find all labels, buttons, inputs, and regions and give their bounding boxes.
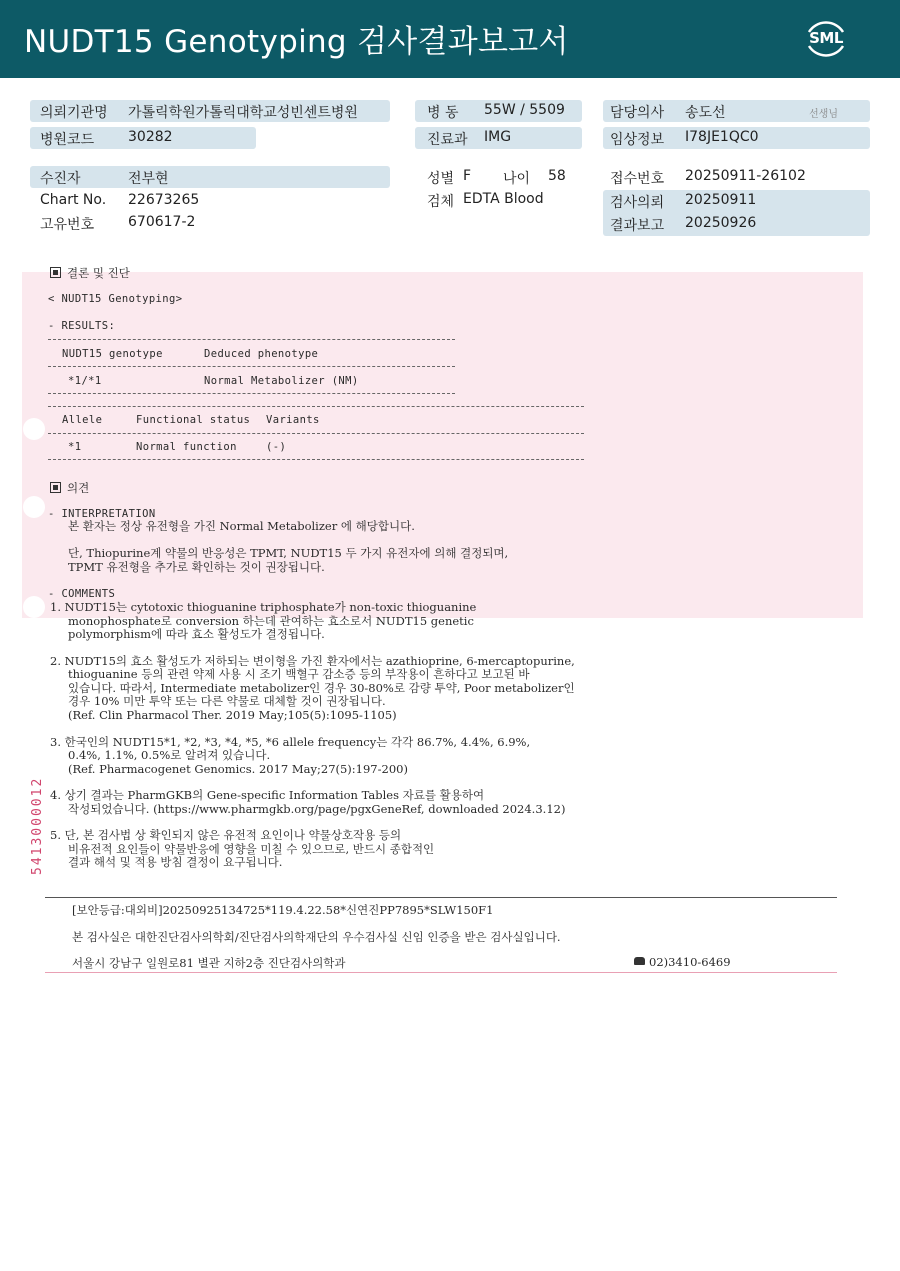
result-value: 20250926 [685, 215, 757, 231]
col-genotype: NUDT15 genotype [62, 348, 163, 360]
phenotype-value: Normal Metabolizer (NM) [204, 375, 359, 387]
comments-label: - COMMENTS [48, 588, 116, 600]
dept-label: 진료과 [427, 132, 468, 148]
dates-field [603, 190, 870, 236]
phone-line: 02)3410-6469 [634, 955, 731, 969]
age-value: 58 [548, 168, 566, 184]
specimen-value: EDTA Blood [463, 191, 544, 207]
institution-label: 의뢰기관명 [40, 105, 108, 121]
receipt-field [603, 166, 870, 188]
variants-value: (-) [266, 441, 287, 453]
phone-icon [634, 957, 645, 965]
status-value: Normal function [136, 441, 237, 453]
chart-label: Chart No. [40, 192, 107, 208]
section-opinion-title: 의견 [50, 481, 89, 496]
logo-text: SML [809, 29, 843, 47]
comment-line: 4. 상기 결과는 PharmGKB의 Gene-specific Information Tables 자료를 활용하여 [50, 788, 485, 802]
comment-line: 경우 10% 미만 투약 또는 다른 약물로 대체할 것이 권장됩니다. [68, 694, 386, 708]
punch-hole [23, 496, 45, 518]
divider [48, 339, 455, 340]
clinical-value: I78JE1QC0 [685, 129, 759, 145]
col-status: Functional status [136, 414, 251, 426]
dept-field [415, 127, 582, 149]
specimen-label: 검체 [427, 194, 455, 210]
address-line: 서울시 강남구 일원로81 별관 지하2층 진단검사의학과 [72, 956, 346, 970]
comment-line: 2. NUDT15의 효소 활성도가 저하되는 변이형을 가진 환자에서는 azathioprine, 6-mercaptopurine, [50, 654, 575, 668]
punch-hole [23, 418, 45, 440]
divider [48, 406, 584, 407]
sex-age-field [415, 166, 585, 188]
ward-field [415, 100, 582, 122]
divider [48, 393, 455, 394]
id-value: 670617-2 [128, 214, 196, 230]
chart-field [30, 190, 390, 212]
doctor-value: 송도선 [685, 105, 726, 121]
institution-value: 가톨릭학원가톨릭대학교성빈센트병원 [128, 105, 358, 121]
clinical-field [603, 127, 870, 149]
ward-value: 55W / 5509 [484, 102, 565, 118]
divider [48, 366, 455, 367]
comment-line: 있습니다. 따라서, Intermediate metabolizer인 경우 30-80%로 감량 투약, Poor metabolizer인 [68, 681, 575, 695]
interpretation-line: 단, Thiopurine계 약물의 반응성은 TPMT, NUDT15 두 가지 유전자에 의해 결정되며, [68, 546, 509, 560]
clinical-label: 임상정보 [610, 132, 665, 148]
comment-line: 1. NUDT15는 cytotoxic thioguanine triphosphate가 non-toxic thioguanine [50, 600, 477, 614]
test-name: < NUDT15 Genotyping> [48, 293, 183, 305]
comment-line: 3. 한국인의 NUDT15*1, *2, *3, *4, *5, *6 allele frequency는 각각 86.7%, 4.4%, 6.9%, [50, 735, 531, 749]
institution-field [30, 100, 390, 122]
patient-label: 수진자 [40, 171, 81, 187]
hospital-code-field [30, 127, 256, 149]
comment-line: 5. 단, 본 검사법 상 확인되지 않은 유전적 요인이나 약물상호작용 등의 [50, 828, 402, 842]
doctor-suffix: 선생님 [809, 109, 838, 120]
footer-divider [45, 972, 837, 973]
allele-value: *1 [68, 441, 82, 453]
doctor-label: 담당의사 [610, 105, 665, 121]
doctor-field [603, 100, 870, 122]
comment-line: monophosphate로 conversion 하는데 관여하는 효소로서 NUDT15 genetic [68, 614, 474, 628]
col-variants: Variants [266, 414, 320, 426]
divider [48, 459, 584, 460]
interpretation-line: TPMT 유전형을 추가로 확인하는 것이 권장됩니다. [68, 560, 325, 574]
comment-line: 비유전적 요인들이 약물반응에 영향을 미칠 수 있으므로, 반드시 종합적인 [68, 842, 435, 856]
sml-logo [801, 14, 851, 64]
interpretation-line: 본 환자는 정상 유전형을 가진 Normal Metabolizer 에 해당합니다. [68, 519, 415, 533]
results-label: - RESULTS: [48, 320, 116, 332]
id-label: 고유번호 [40, 217, 95, 233]
comment-line: 0.4%, 1.1%, 0.5%로 알려져 있습니다. [68, 748, 271, 762]
col-allele: Allele [62, 414, 103, 426]
comment-line: thioguanine 등의 관련 약제 사용 시 조기 백혈구 감소증 등의 부작용이 흔하다고 보고된 바 [68, 667, 530, 681]
section-conclusion-title: 결론 및 진단 [50, 266, 130, 281]
comment-line: polymorphism에 따라 효소 활성도가 결정됩니다. [68, 627, 325, 641]
comment-line: 결과 해석 및 적용 방침 결정이 요구됩니다. [68, 855, 283, 869]
comment-line: (Ref. Pharmacogenet Genomics. 2017 May;27(5):197-200) [68, 762, 408, 776]
col-phenotype: Deduced phenotype [204, 348, 319, 360]
side-barcode-text: 5413000012 [30, 776, 45, 875]
specimen-field [415, 189, 585, 211]
hospital-code-value: 30282 [128, 129, 173, 145]
report-title: NUDT15 Genotyping 검사결과보고서 [24, 24, 569, 60]
receipt-label: 접수번호 [610, 171, 665, 187]
request-value: 20250911 [685, 192, 757, 208]
security-line: [보안등급:대외비]20250925134725*119.4.22.58*신연진PP7895*SLW150F1 [72, 903, 494, 917]
footer-divider [45, 897, 837, 898]
sex-label: 성별 [427, 171, 455, 187]
request-label: 검사의뢰 [610, 195, 665, 211]
age-label: 나이 [503, 171, 531, 187]
id-field [30, 212, 390, 234]
patient-value: 전부현 [128, 171, 169, 187]
certification-line: 본 검사실은 대한진단검사의학회/진단검사의학재단의 우수검사실 신임 인증을 받은 검사실입니다. [72, 930, 561, 944]
genotype-value: *1/*1 [68, 375, 102, 387]
report-header [0, 0, 900, 78]
interpretation-label: - INTERPRETATION [48, 508, 156, 520]
hospital-code-label: 병원코드 [40, 132, 95, 148]
comment-line: 작성되었습니다. (https://www.pharmgkb.org/page/pgxGeneRef, downloaded 2024.3.12) [68, 802, 566, 816]
patient-field [30, 166, 390, 188]
receipt-value: 20250911-26102 [685, 168, 806, 184]
comment-line: (Ref. Clin Pharmacol Ther. 2019 May;105(5):1095-1105) [68, 708, 397, 722]
result-label: 결과보고 [610, 218, 665, 234]
dept-value: IMG [484, 129, 512, 145]
ward-label: 병 동 [427, 105, 459, 121]
punch-hole [23, 596, 45, 618]
divider [48, 433, 584, 434]
square-bullet-icon [50, 267, 61, 278]
square-bullet-icon [50, 482, 61, 493]
chart-value: 22673265 [128, 192, 200, 208]
sex-value: F [463, 168, 472, 184]
